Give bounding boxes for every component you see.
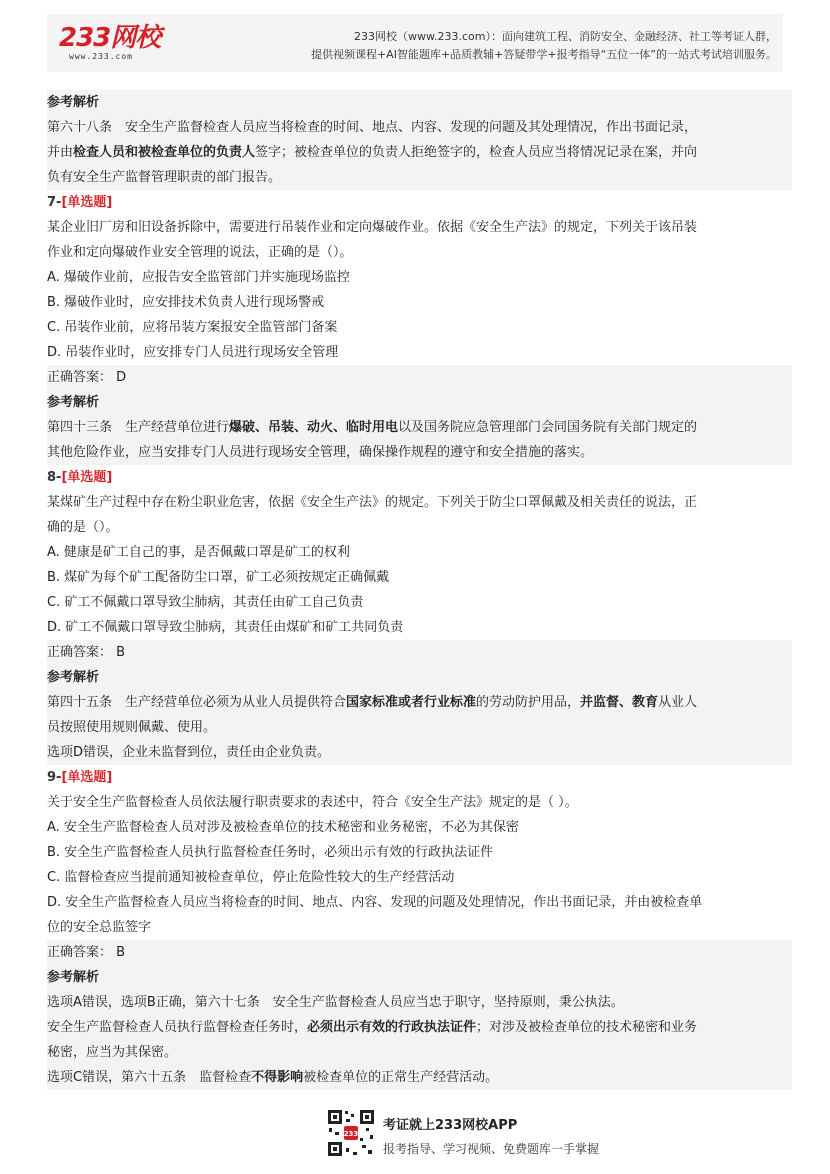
analysis-label: 参考解析 [47,965,792,990]
option-c: C. 监督检查应当提前通知被检查单位，停止危险性较大的生产经营活动 [47,870,455,885]
option-b: B. 爆破作业时，应安排技术负责人进行现场警戒 [47,295,325,310]
option-a: A. 健康是矿工自己的事，是否佩戴口罩是矿工的权利 [47,545,350,560]
analysis-text: 其他危险作业，应当安排专门人员进行现场安全管理，确保操作规程的遵守和安全措施的落实。 [47,440,792,465]
page-header [47,14,783,72]
logo-text: 233网校 [59,23,161,53]
option-a: A. 爆破作业前，应报告安全监管部门并实施现场监控 [47,270,350,285]
question-title: 8-[单选题] [47,470,113,485]
analysis-text: 员按照使用规则佩戴、使用。 [47,715,792,740]
question-title: 9-[单选题] [47,770,113,785]
document-content [47,90,792,1090]
analysis-text: 选项D错误，企业未监督到位，责任由企业负责。 [47,740,792,765]
analysis-text: 安全生产监督检查人员执行监督检查任务时，必须出示有效的行政执法证件；对涉及被检查单位的技术秘密和业务 [47,1015,792,1040]
option-c: C. 吊装作业前，应将吊装方案报安全监管部门备案 [47,320,338,335]
header-line-1: 233网校（www.233.com）：面向建筑工程、消防安全、金融经济、社工等考证人群， [354,30,777,43]
analysis-text: 第六十八条 安全生产监督检查人员应当将检查的时间、地点、内容、发现的问题及其处理情况，作出书面记录， [47,115,792,140]
option-d: D. 矿工不佩戴口罩导致尘肺病，其责任由煤矿和矿工共同负责 [47,620,404,635]
analysis-text: 选项A错误，选项B正确，第六十七条 安全生产监督检查人员应当忠于职守，坚持原则，秉公执法。 [47,990,792,1015]
correct-answer: 正确答案： B [47,640,792,665]
option-a: A. 安全生产监督检查人员对涉及被检查单位的技术秘密和业务秘密，不必为其保密 [47,820,519,835]
app-promo-footer [323,1106,623,1166]
analysis-label: 参考解析 [47,665,792,690]
correct-answer: 正确答案： B [47,940,792,965]
question-stem: 作业和定向爆破作业安全管理的说法，正确的是（）。 [47,245,353,260]
option-c: C. 矿工不佩戴口罩导致尘肺病，其责任由矿工自己负责 [47,595,364,610]
option-d: D. 吊装作业时，应安排专门人员进行现场安全管理 [47,345,339,360]
analysis-text: 选项C错误，第六十五条 监督检查不得影响被检查单位的正常生产经营活动。 [47,1065,792,1090]
question-stem: 某煤矿生产过程中存在粉尘职业危害，依据《安全生产法》的规定。下列关于防尘口罩佩戴及相关责任的说法，正 [47,495,698,510]
option-d: D. 安全生产监督检查人员应当将检查的时间、地点、内容、发现的问题及处理情况，作出书面记录，并由被检查单 [47,895,703,910]
logo-url: www.233.com [69,52,133,61]
analysis-label: 参考解析 [47,390,792,415]
option-d-cont: 位的安全总监签字 [47,920,152,935]
analysis-label: 参考解析 [47,90,792,115]
brand-logo[interactable] [59,24,160,61]
analysis-text: 并由检查人员和被检查单位的负责人签字；被检查单位的负责人拒绝签字的，检查人员应当将情况记录在案，并向 [47,140,792,165]
question-stem: 关于安全生产监督检查人员依法履行职责要求的表述中，符合《安全生产法》规定的是（ ）。 [47,795,578,810]
analysis-text: 负有安全生产监督管理职责的部门报告。 [47,165,792,190]
footer-title: 考证就上233网校APP [383,1118,518,1133]
analysis-text: 第四十五条 生产经营单位必须为从业人员提供符合国家标准或者行业标准的劳动防护用品，并监督、教育从业人 [47,690,792,715]
correct-answer: 正确答案： D [47,365,792,390]
header-line-2: 提供视频课程+AI智能题库+品质教辅+答疑带学+报考指导“五位一体”的一站式考试培训服务。 [310,48,777,61]
footer-subtitle: 报考指导、学习视频、免费题库一手掌握 [383,1142,600,1156]
option-b: B. 煤矿为每个矿工配备防尘口罩，矿工必须按规定正确佩戴 [47,570,390,585]
question-stem: 某企业旧厂房和旧设备拆除中，需要进行吊装作业和定向爆破作业。依据《安全生产法》的规定，下列关于该吊装 [47,220,698,235]
question-title: 7-[单选题] [47,195,113,210]
svg-text:233: 233 [343,1130,359,1138]
question-stem: 确的是（）。 [47,520,119,535]
analysis-text: 第四十三条 生产经营单位进行爆破、吊装、动火、临时用电以及国务院应急管理部门会同国务院有关部门规定的 [47,415,792,440]
option-b: B. 安全生产监督检查人员执行监督检查任务时，必须出示有效的行政执法证件 [47,845,494,860]
qr-code-icon[interactable] [326,1108,376,1158]
analysis-text: 秘密，应当为其保密。 [47,1040,792,1065]
header-description [311,28,777,64]
